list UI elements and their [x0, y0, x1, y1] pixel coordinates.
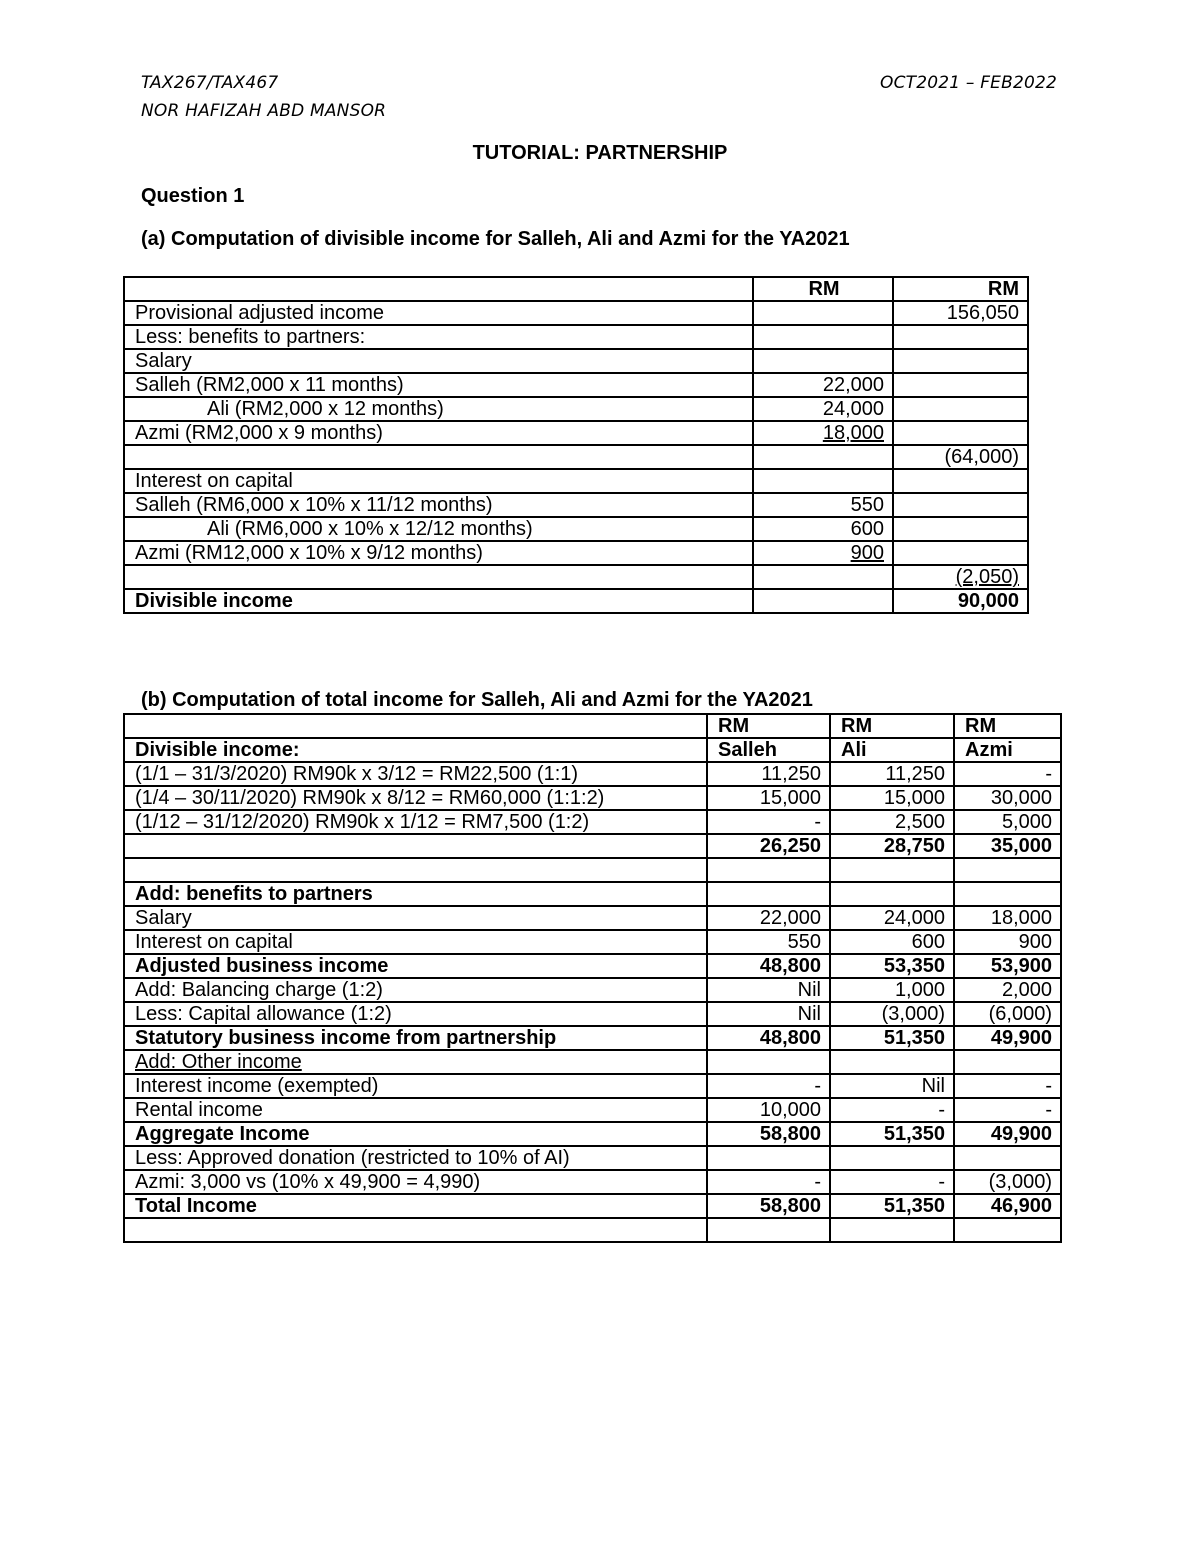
cell-value: 600 [753, 517, 893, 541]
table-row [124, 954, 1061, 978]
row-label [124, 565, 753, 589]
cell-value: 58,800 [707, 1122, 830, 1146]
column-header: Azmi [954, 738, 1061, 762]
row-label: Ali (RM2,000 x 12 months) [124, 397, 753, 421]
cell-value: - [954, 762, 1061, 786]
cell-value: 18,000 [954, 906, 1061, 930]
cell-value [954, 1050, 1061, 1074]
cell-value [893, 349, 1028, 373]
cell-value: 22,000 [753, 373, 893, 397]
table-row [124, 858, 1061, 882]
row-label: Statutory business income from partnership [124, 1026, 707, 1050]
column-header: Ali [830, 738, 954, 762]
cell-value [830, 1146, 954, 1170]
cell-value [753, 589, 893, 613]
row-label: Add: Other income [135, 1051, 302, 1073]
cell-value: 26,250 [707, 834, 830, 858]
cell-value: 5,000 [954, 810, 1061, 834]
cell-value [893, 541, 1028, 565]
cell-value [954, 1218, 1061, 1242]
cell-value [893, 373, 1028, 397]
table-row [124, 493, 1028, 517]
cell-value: - [707, 810, 830, 834]
cell-value [954, 1146, 1061, 1170]
row-label [124, 445, 753, 469]
row-label: Less: benefits to partners: [124, 325, 753, 349]
cell-value: Nil [707, 1002, 830, 1026]
cell-value: 550 [707, 930, 830, 954]
row-label [124, 1218, 707, 1242]
cell-value [753, 445, 893, 469]
table-row [124, 1122, 1061, 1146]
cell-value: 48,800 [707, 954, 830, 978]
cell-value: - [954, 1074, 1061, 1098]
cell-value: 2,000 [954, 978, 1061, 1002]
cell-value [954, 858, 1061, 882]
row-label: Total Income [124, 1194, 707, 1218]
table-row [124, 1170, 1061, 1194]
column-header: RM [893, 277, 1028, 301]
table-row [124, 1002, 1061, 1026]
table-row [124, 1098, 1061, 1122]
cell-value: 15,000 [707, 786, 830, 810]
cell-value [753, 349, 893, 373]
cell-value: 58,800 [707, 1194, 830, 1218]
cell-value [893, 325, 1028, 349]
cell-value: 15,000 [830, 786, 954, 810]
cell-value: 24,000 [753, 397, 893, 421]
row-label: Adjusted business income [124, 954, 707, 978]
table-row [124, 445, 1028, 469]
cell-value: 90,000 [893, 589, 1028, 613]
cell-value: (6,000) [954, 1002, 1061, 1026]
cell-value: 900 [954, 930, 1061, 954]
cell-value: 10,000 [707, 1098, 830, 1122]
cell-value [707, 882, 830, 906]
cell-value [707, 858, 830, 882]
row-label: Add: benefits to partners [124, 882, 707, 906]
table-row [124, 1194, 1061, 1218]
table-row [124, 565, 1028, 589]
semester: OCT2021 – FEB2022 [880, 73, 1058, 93]
table-row [124, 301, 1028, 325]
cell-value [753, 565, 893, 589]
column-header: Salleh [707, 738, 830, 762]
row-label: Salleh (RM2,000 x 11 months) [124, 373, 753, 397]
cell-value [893, 517, 1028, 541]
row-label: Azmi: 3,000 vs (10% x 49,900 = 4,990) [124, 1170, 707, 1194]
row-label: Interest on capital [124, 469, 753, 493]
cell-value [893, 493, 1028, 517]
cell-value [707, 1218, 830, 1242]
row-label: (1/1 – 31/3/2020) RM90k x 3/12 = RM22,500 (1:1) [124, 762, 707, 786]
cell-value [830, 882, 954, 906]
cell-value [954, 882, 1061, 906]
column-header: RM [707, 714, 830, 738]
table-row [124, 421, 1028, 445]
cell-value: 51,350 [830, 1026, 954, 1050]
table-row [124, 469, 1028, 493]
row-label: Salary [124, 349, 753, 373]
table-row [124, 906, 1061, 930]
row-label: Aggregate Income [124, 1122, 707, 1146]
cell-value: 550 [753, 493, 893, 517]
row-label: Interest income (exempted) [124, 1074, 707, 1098]
row-label: Less: Approved donation (restricted to 10% of AI) [124, 1146, 707, 1170]
cell-value: 35,000 [954, 834, 1061, 858]
cell-value: Nil [830, 1074, 954, 1098]
table-header-row [124, 738, 1061, 762]
row-label: Interest on capital [124, 930, 707, 954]
cell-value [893, 421, 1028, 445]
cell-value: (3,000) [830, 1002, 954, 1026]
cell-value: 49,900 [954, 1026, 1061, 1050]
cell-value: 18,000 [822, 422, 884, 444]
cell-value: 600 [830, 930, 954, 954]
row-label: Azmi (RM12,000 x 10% x 9/12 months) [124, 541, 753, 565]
column-header: RM [954, 714, 1061, 738]
total-income-table [123, 713, 1062, 1243]
row-label: Add: Balancing charge (1:2) [124, 978, 707, 1002]
table-row [124, 1074, 1061, 1098]
row-label: Salleh (RM6,000 x 10% x 11/12 months) [124, 493, 753, 517]
row-label: Less: Capital allowance (1:2) [124, 1002, 707, 1026]
cell-value: 28,750 [830, 834, 954, 858]
table-row [124, 786, 1061, 810]
row-label: Ali (RM6,000 x 10% x 12/12 months) [124, 517, 753, 541]
cell-value: 22,000 [707, 906, 830, 930]
table-row [124, 834, 1061, 858]
table-row [124, 1050, 1061, 1074]
cell-value [830, 1218, 954, 1242]
cell-value: - [830, 1170, 954, 1194]
row-label: (1/4 – 30/11/2020) RM90k x 8/12 = RM60,000 (1:1:2) [124, 786, 707, 810]
cell-value [753, 325, 893, 349]
cell-value: 11,250 [830, 762, 954, 786]
cell-value: 49,900 [954, 1122, 1061, 1146]
cell-value: 48,800 [707, 1026, 830, 1050]
cell-value [893, 469, 1028, 493]
table-row [124, 1218, 1061, 1242]
divisible-income-table [123, 276, 1029, 614]
table-row [124, 349, 1028, 373]
cell-value: (2,050) [955, 566, 1019, 588]
cell-value: 900 [850, 542, 884, 564]
table-row [124, 373, 1028, 397]
part-a-heading: (a) Computation of divisible income for Salleh, Ali and Azmi for the YA2021 [141, 228, 850, 250]
cell-value: 2,500 [830, 810, 954, 834]
table-row [124, 810, 1061, 834]
table-header-row [124, 277, 1028, 301]
column-header: RM [830, 714, 954, 738]
row-label: Divisible income [124, 589, 753, 613]
table-row [124, 762, 1061, 786]
row-label: (1/12 – 31/12/2020) RM90k x 1/12 = RM7,500 (1:2) [124, 810, 707, 834]
cell-value: 53,900 [954, 954, 1061, 978]
cell-value: - [954, 1098, 1061, 1122]
cell-value: (3,000) [954, 1170, 1061, 1194]
cell-value: 156,050 [893, 301, 1028, 325]
column-header: RM [753, 277, 893, 301]
table-row [124, 541, 1028, 565]
cell-value: 51,350 [830, 1194, 954, 1218]
cell-value [753, 469, 893, 493]
table-row [124, 397, 1028, 421]
cell-value: 1,000 [830, 978, 954, 1002]
cell-value: 24,000 [830, 906, 954, 930]
row-label: Divisible income: [124, 738, 707, 762]
table-row [124, 882, 1061, 906]
cell-value: (64,000) [893, 445, 1028, 469]
table-row [124, 325, 1028, 349]
cell-value: 30,000 [954, 786, 1061, 810]
cell-value: - [707, 1170, 830, 1194]
table-row [124, 1026, 1061, 1050]
row-label [124, 858, 707, 882]
cell-value [707, 1146, 830, 1170]
table-row [124, 517, 1028, 541]
cell-value [893, 397, 1028, 421]
row-label: Salary [124, 906, 707, 930]
page-title: TUTORIAL: PARTNERSHIP [472, 142, 728, 164]
cell-value: Nil [707, 978, 830, 1002]
cell-value [830, 1050, 954, 1074]
question-heading: Question 1 [141, 185, 245, 207]
row-label: Provisional adjusted income [124, 301, 753, 325]
table-row [124, 1146, 1061, 1170]
table-row [124, 930, 1061, 954]
cell-value [830, 858, 954, 882]
cell-value: 11,250 [707, 762, 830, 786]
cell-value: - [830, 1098, 954, 1122]
cell-value [707, 1050, 830, 1074]
row-label: Azmi (RM2,000 x 9 months) [124, 421, 753, 445]
table-row [124, 589, 1028, 613]
cell-value: - [707, 1074, 830, 1098]
row-label: Rental income [124, 1098, 707, 1122]
course-code: TAX267/TAX467 [141, 73, 279, 93]
cell-value: 53,350 [830, 954, 954, 978]
cell-value: 51,350 [830, 1122, 954, 1146]
cell-value [753, 301, 893, 325]
table-header-row [124, 714, 1061, 738]
cell-value: 46,900 [954, 1194, 1061, 1218]
part-b-heading: (b) Computation of total income for Salleh, Ali and Azmi for the YA2021 [141, 689, 813, 711]
lecturer-name: NOR HAFIZAH ABD MANSOR [141, 101, 387, 121]
table-row [124, 978, 1061, 1002]
row-label [124, 834, 707, 858]
